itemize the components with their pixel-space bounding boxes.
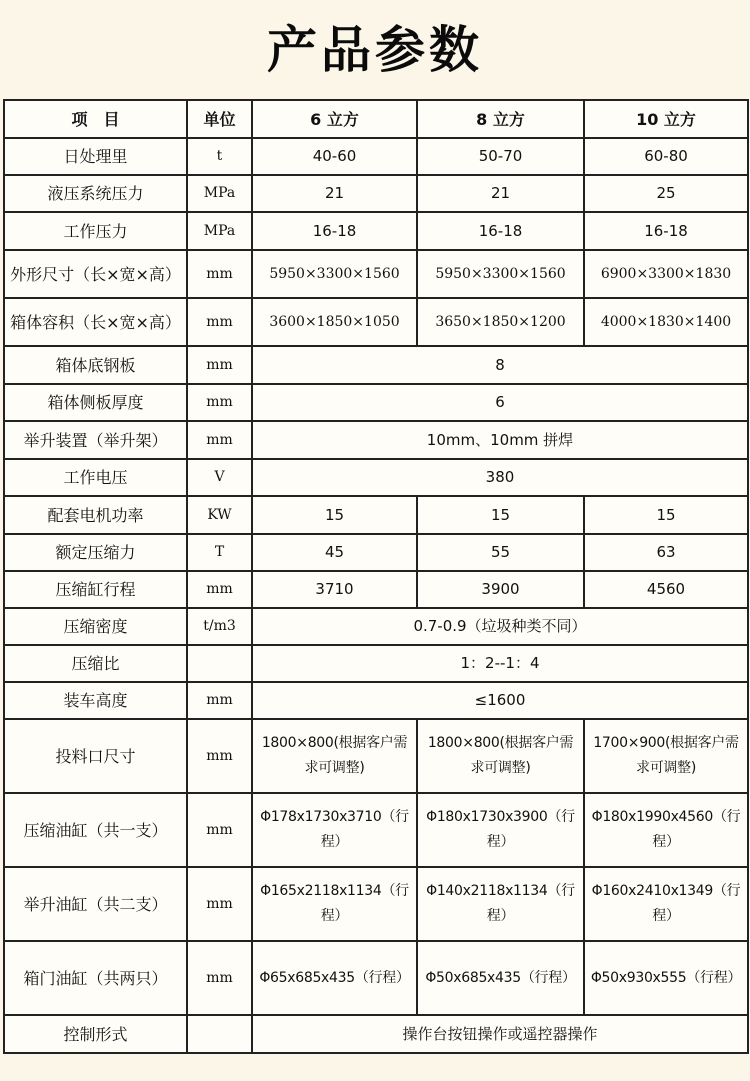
row-label: 额定压缩力 — [4, 534, 187, 571]
table-row — [4, 608, 748, 645]
table-header-row — [4, 100, 748, 138]
row-value-6m3: 21 — [252, 175, 417, 212]
table-row — [4, 496, 748, 534]
table-row — [4, 250, 748, 298]
row-label: 控制形式 — [4, 1015, 187, 1053]
row-label: 压缩油缸（共一支） — [4, 793, 187, 867]
row-value-6m3: 3600×1850×1050 — [252, 298, 417, 346]
table-row — [4, 298, 748, 346]
row-unit: V — [187, 459, 252, 496]
spec-table — [3, 99, 749, 1054]
row-value-6m3: 1800×800(根据客户需求可调整) — [252, 719, 417, 793]
header-8m3: 8 立方 — [417, 100, 584, 138]
row-unit: mm — [187, 571, 252, 608]
table-row — [4, 867, 748, 941]
table-row — [4, 212, 748, 250]
table-row — [4, 941, 748, 1015]
row-unit: t — [187, 138, 252, 175]
table-row — [4, 459, 748, 496]
row-value-8m3: 3900 — [417, 571, 584, 608]
row-value-all: 操作台按钮操作或遥控器操作 — [252, 1015, 748, 1053]
row-label: 压缩比 — [4, 645, 187, 682]
row-value-all: 10mm、10mm 拼焊 — [252, 421, 748, 459]
row-label: 箱体侧板厚度 — [4, 384, 187, 421]
row-value-all: 6 — [252, 384, 748, 421]
row-value-6m3: 40-60 — [252, 138, 417, 175]
row-value-8m3: 55 — [417, 534, 584, 571]
row-value-10m3: 16-18 — [584, 212, 748, 250]
row-label: 压缩缸行程 — [4, 571, 187, 608]
header-6m3: 6 立方 — [252, 100, 417, 138]
table-row — [4, 793, 748, 867]
row-unit: mm — [187, 384, 252, 421]
table-row — [4, 384, 748, 421]
table-row — [4, 421, 748, 459]
row-label: 箱体底钢板 — [4, 346, 187, 384]
row-unit: mm — [187, 421, 252, 459]
row-value-6m3: 15 — [252, 496, 417, 534]
row-value-6m3: Φ65x685x435（行程） — [252, 941, 417, 1015]
row-unit: mm — [187, 346, 252, 384]
row-value-6m3: Φ178x1730x3710（行程） — [252, 793, 417, 867]
row-unit: mm — [187, 719, 252, 793]
row-unit: MPa — [187, 212, 252, 250]
row-value-8m3: Φ180x1730x3900（行程） — [417, 793, 584, 867]
table-row — [4, 719, 748, 793]
row-value-6m3: 3710 — [252, 571, 417, 608]
row-value-10m3: 63 — [584, 534, 748, 571]
row-unit: t/m3 — [187, 608, 252, 645]
row-value-10m3: 60-80 — [584, 138, 748, 175]
row-value-8m3: 15 — [417, 496, 584, 534]
row-label: 外形尺寸（长×宽×高） — [4, 250, 187, 298]
row-label: 箱体容积（长×宽×高） — [4, 298, 187, 346]
row-value-10m3: 25 — [584, 175, 748, 212]
row-unit: mm — [187, 867, 252, 941]
row-value-all: 380 — [252, 459, 748, 496]
row-value-10m3: 4000×1830×1400 — [584, 298, 748, 346]
row-unit: mm — [187, 793, 252, 867]
row-value-all: ≤1600 — [252, 682, 748, 719]
table-row — [4, 175, 748, 212]
row-value-8m3: 16-18 — [417, 212, 584, 250]
header-10m3: 10 立方 — [584, 100, 748, 138]
row-unit: mm — [187, 941, 252, 1015]
row-value-6m3: Φ165x2118x1134（行程） — [252, 867, 417, 941]
row-label: 压缩密度 — [4, 608, 187, 645]
table-row — [4, 571, 748, 608]
row-value-8m3: Φ50x685x435（行程） — [417, 941, 584, 1015]
table-row — [4, 346, 748, 384]
row-unit: mm — [187, 682, 252, 719]
row-value-6m3: 45 — [252, 534, 417, 571]
row-value-10m3: 1700×900(根据客户需求可调整) — [584, 719, 748, 793]
row-value-8m3: 5950×3300×1560 — [417, 250, 584, 298]
row-value-6m3: 16-18 — [252, 212, 417, 250]
row-label: 日处理里 — [4, 138, 187, 175]
row-label: 箱门油缸（共两只） — [4, 941, 187, 1015]
row-label: 举升装置（举升架） — [4, 421, 187, 459]
row-value-8m3: Φ140x2118x1134（行程） — [417, 867, 584, 941]
row-label: 举升油缸（共二支） — [4, 867, 187, 941]
row-value-10m3: 15 — [584, 496, 748, 534]
table-row — [4, 138, 748, 175]
row-value-10m3: Φ180x1990x4560（行程） — [584, 793, 748, 867]
row-value-all: 8 — [252, 346, 748, 384]
row-label: 配套电机功率 — [4, 496, 187, 534]
row-value-10m3: 6900×3300×1830 — [584, 250, 748, 298]
row-value-8m3: 50-70 — [417, 138, 584, 175]
row-unit: KW — [187, 496, 252, 534]
header-item: 项 目 — [4, 100, 187, 138]
row-value-10m3: Φ50x930x555（行程） — [584, 941, 748, 1015]
row-value-all: 0.7-0.9（垃圾种类不同） — [252, 608, 748, 645]
row-label: 投料口尺寸 — [4, 719, 187, 793]
row-unit: T — [187, 534, 252, 571]
row-value-6m3: 5950×3300×1560 — [252, 250, 417, 298]
row-unit: mm — [187, 250, 252, 298]
row-label: 工作压力 — [4, 212, 187, 250]
row-unit — [187, 1015, 252, 1053]
table-row — [4, 1015, 748, 1053]
table-row — [4, 645, 748, 682]
header-unit: 单位 — [187, 100, 252, 138]
page-title: 产品参数 — [267, 21, 483, 79]
row-value-8m3: 21 — [417, 175, 584, 212]
table-row — [4, 682, 748, 719]
row-label: 装车高度 — [4, 682, 187, 719]
row-unit: MPa — [187, 175, 252, 212]
row-value-10m3: 4560 — [584, 571, 748, 608]
row-value-8m3: 3650×1850×1200 — [417, 298, 584, 346]
row-label: 工作电压 — [4, 459, 187, 496]
table-row — [4, 534, 748, 571]
row-value-8m3: 1800×800(根据客户需求可调整) — [417, 719, 584, 793]
row-unit: mm — [187, 298, 252, 346]
row-unit — [187, 645, 252, 682]
row-label: 液压系统压力 — [4, 175, 187, 212]
row-value-10m3: Φ160x2410x1349（行程） — [584, 867, 748, 941]
row-value-all: 1：2--1：4 — [252, 645, 748, 682]
